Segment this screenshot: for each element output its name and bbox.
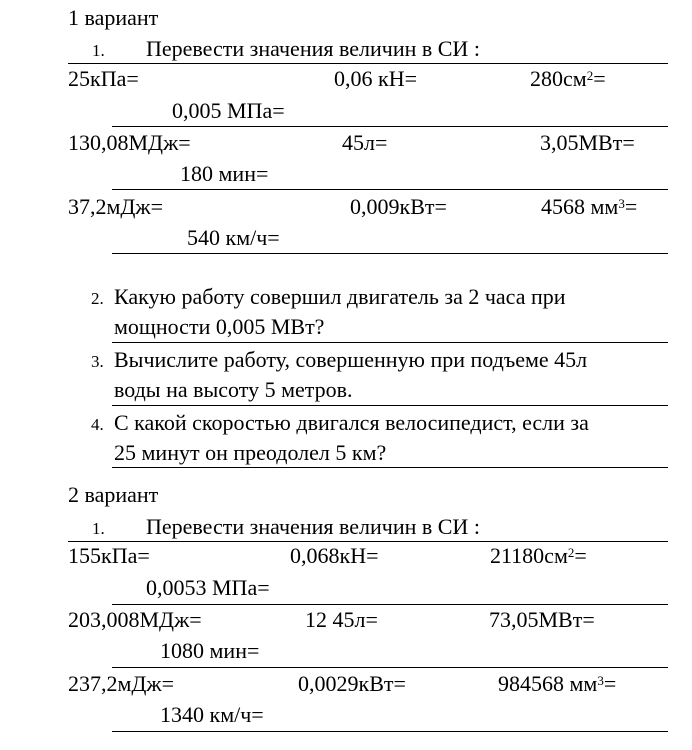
v2-task1-number: 1. (92, 519, 105, 538)
v2-r2-c: 73,05МВт= (489, 607, 595, 632)
rule (112, 667, 668, 668)
v1-r1-d: 0,005 МПа= (172, 98, 285, 123)
v1-task3-line2: воды на высоту 5 метров. (114, 377, 353, 402)
v2-task1-text: Перевести значения величин в СИ : (146, 514, 480, 539)
v2-r3-d: 1340 км/ч= (160, 702, 264, 727)
v1-r3-c: 4568 $мм^3=$ (541, 194, 638, 219)
v2-r2-a: 203,008МДж= (68, 607, 202, 632)
v1-r1-c: $280см^2=$ (530, 66, 606, 91)
v1-task4-number: 4. (91, 415, 104, 434)
v1-r1-b: 0,06 кН= (334, 66, 417, 91)
v2-r2-b: 12 45л= (305, 607, 378, 632)
rule (112, 467, 668, 468)
v1-task2-line1: Какую работу совершил двигатель за 2 часа при (114, 284, 566, 309)
rule (112, 253, 668, 254)
v2-r1-a: 155кПа= (68, 543, 150, 568)
v2-r1-d: 0,0053 МПа= (146, 575, 270, 600)
v1-task4-line2: 25 минут он преодолел 5 км? (114, 440, 387, 465)
v1-task2-number: 2. (91, 289, 104, 308)
v1-r3-a: 37,2мДж= (68, 194, 164, 219)
v2-r3-b: 0,0029кВт= (298, 671, 406, 696)
v1-r2-c: 3,05МВт= (540, 130, 635, 155)
v1-r3-d: 540 км/ч= (187, 225, 280, 250)
rule (68, 63, 668, 64)
v1-task1-text: Перевести значения величин в СИ : (146, 36, 480, 61)
v1-task1-number: 1. (92, 41, 105, 60)
rule (112, 604, 668, 605)
v1-r3-b: 0,009кВт= (350, 194, 447, 219)
v1-task3-number: 3. (91, 352, 104, 371)
variant1-title: 1 вариант (68, 5, 159, 30)
rule (112, 342, 668, 343)
v1-task2-line2: мощности 0,005 МВт? (114, 314, 325, 339)
rule (112, 126, 668, 127)
v1-r2-d: 180 мин= (180, 161, 269, 186)
rule (112, 189, 668, 190)
variant2-title: 2 вариант (68, 482, 159, 507)
v1-r2-a: 130,08МДж= (68, 130, 191, 155)
v2-r1-c: $21180см^2=$ (490, 543, 587, 568)
v2-r3-a: 237,2мДж= (68, 671, 175, 696)
v2-r2-d: 1080 мин= (160, 638, 260, 663)
rule (68, 541, 668, 542)
v1-task3-line1: Вычислите работу, совершенную при подъеме 45л (114, 347, 588, 372)
v2-r3-c: 984568 $мм^3=$ (498, 671, 617, 696)
v1-r1-a: 25кПа= (68, 66, 139, 91)
rule (112, 731, 668, 732)
v2-r1-b: 0,068кН= (290, 543, 379, 568)
v1-task4-line1: С какой скоростью двигался велосипедист, если за (114, 410, 589, 435)
rule (112, 405, 668, 406)
v1-r2-b: 45л= (342, 130, 388, 155)
